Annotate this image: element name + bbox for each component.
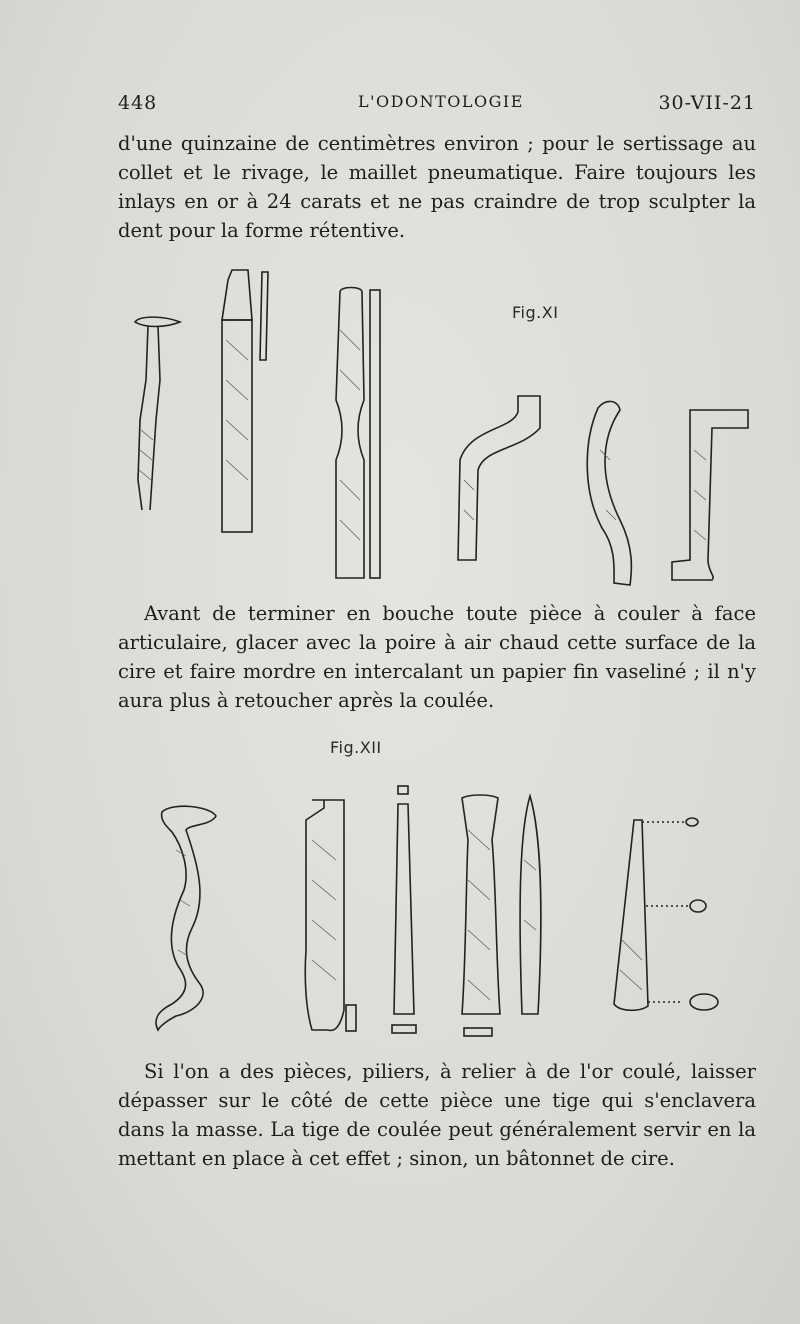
paragraph-2: Avant de terminer en bouche toute pièce à couler à face articulaire, glacer avec la poire à air chaud cette surface de la cire et faire mordre en intercalant un papier fin vaseliné ; il n'y aura plus à retoucher après la coulée.	[118, 602, 756, 712]
figure-12-label: Fig.XII	[330, 738, 382, 757]
paragraph-1: d'une quinzaine de centimètres environ ; pour le sertissage au collet et le rivage, le maillet pneumatique. Faire toujours les inlays en or à 24 carats et ne pas craindre de trop sculpter la dent pour la forme rétentive.	[118, 132, 756, 242]
journal-title: L'ODONTOLOGIE	[358, 92, 524, 111]
page-number: 448	[118, 92, 158, 114]
paragraph-3: Si l'on a des pièces, piliers, à relier à de l'or coulé, laisser dépasser sur le côté de cette pièce une tige qui s'enclavera dans la masse. La tige de coulée peut généralement servir en la mettant en place à cet effet ; sinon, un bâtonnet de cire.	[118, 1060, 756, 1170]
figure-11-label: Fig.XI	[512, 303, 559, 322]
issue-date: 30-VII-21	[658, 92, 756, 114]
